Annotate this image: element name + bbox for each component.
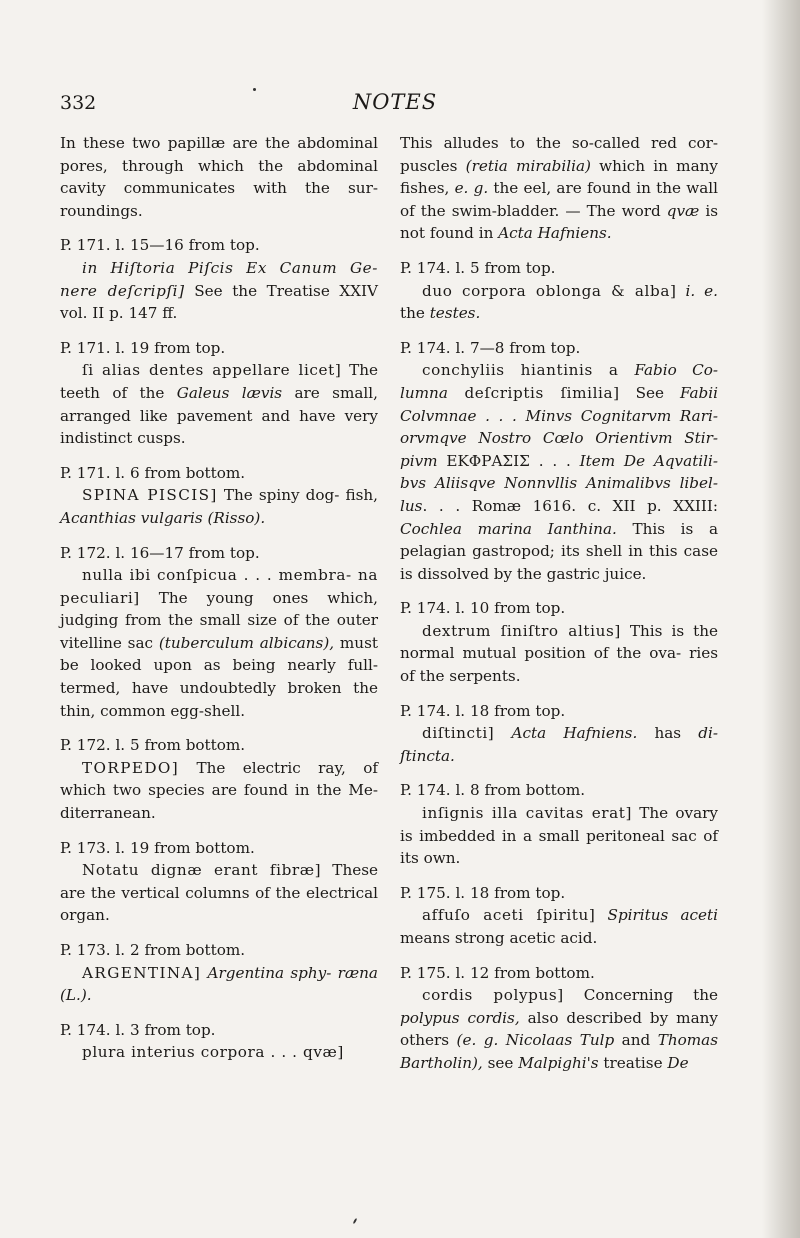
note-text: SPINA PISCIS] The spiny dog‑ fish, Acanthias vulgaris (Risso).	[60, 486, 378, 527]
note-text: cordis polypus] Concerning the polypus cordis, also described by many others (e. g. Nicolaas Tulp and Thomas Bartholin), see Malpighi's treatise De	[400, 986, 719, 1072]
page-reference: P. 173. l. 2 from bottom.	[60, 941, 246, 959]
note-text: TORPEDO] The electric ray, of which two species are found in the Me‑ diterranean.	[60, 758, 378, 823]
note-text: In these two papillæ are the abdominal pores, through which the abdominal cavity communicates with the sur‑ roundings.	[60, 134, 378, 220]
page-reference: P. 173. l. 19 from bottom.	[60, 838, 255, 857]
note-text: duo corpora oblonga & alba] i. e. the testes.	[400, 281, 718, 323]
note-text: diſtincti] Acta Hafniens. has di‑ ſtincta.	[400, 724, 718, 765]
note-text: ſi alias dentes appellare licet] The teeth of the Galeus lævis are small, arranged like pavement and have very indistinct cusps.	[60, 361, 378, 448]
note-text: Notatu dignæ erant fibræ] These are the vertical columns of the electrical organ.	[60, 861, 378, 925]
note-text: affuſo aceti ſpiritu] Spiritus aceti means strong acetic acid.	[400, 906, 718, 947]
page-reference: P. 174. l. 18 from top.	[400, 701, 566, 720]
page-reference: P. 171. l. 19 from top.	[60, 338, 226, 357]
page-header	[60, 90, 730, 120]
page-number: 332	[60, 92, 97, 114]
left-column	[60, 132, 378, 1064]
page-reference: P. 171. l. 15—16 from top.	[60, 236, 260, 255]
page-reference: P. 171. l. 6 from bottom.	[60, 463, 246, 482]
page-reference: P. 172. l. 5 from bottom.	[60, 736, 246, 755]
note-text: dextrum ſiniſtro altius] This is the normal mutual position of the ova‑ ries of the serpents.	[400, 621, 718, 686]
page-reference: P. 174. l. 10 from top.	[400, 599, 566, 618]
page-reference: P. 174. l. 7—8 from top.	[400, 338, 581, 357]
page-reference: P. 174. l. 3 from top.	[60, 1020, 216, 1039]
note-text: nulla ibi conſpicua . . . membra‑ na peculiari] The young ones which, judging from the small size of the outer vitelline sac (tuberculum albicans), must be looked upon as being nearly full‑ termed, have undoubtedly broken the thin, common egg‑shell.	[60, 566, 378, 720]
right-column	[400, 132, 718, 1075]
page-reference: P. 172. l. 16—17 from top.	[60, 543, 260, 562]
note-text: plura interius corpora . . . qvæ]	[82, 1043, 344, 1062]
page-reference: P. 174. l. 8 from bottom.	[400, 781, 586, 800]
page-reference: P. 175. l. 18 from top.	[400, 883, 566, 902]
note-text: in Hiſtoria Piſcis Ex Canum Ge‑ nere deſcripſi] See the Treatise XXIV vol. II p. 147 ff.	[60, 258, 378, 323]
page-reference: P. 175. l. 12 from bottom.	[400, 963, 595, 982]
print-speck	[353, 1218, 358, 1224]
page-reference: P. 174. l. 5 from top.	[400, 258, 556, 277]
note-text: This alludes to the so‑called red cor‑ puscles (retia mirabilia) which in many fishes, e. g. the eel, are found in the wall of the swim‑bladder. — The word qvæ is not found in Acta Hafniens.	[400, 134, 718, 243]
running-title: NOTES	[352, 90, 438, 114]
note-text: inſignis illa cavitas erat] The ovary is imbedded in a small peritoneal sac of its own.	[400, 804, 718, 868]
note-text: conchyliis hiantinis a Fabio Co‑ lumna deſcriptis ſimilia] See Fabii Colvmnae . . . Minvs Cognitarvm Rari‑ orvmqve Nostro Cœlo Orientivm Stir‑ pivm ΕΚΦΡΑΣΙΣ . . . Item De Aqvatili‑ bvs Aliisqve Nonnvllis Animalibvs libel‑ lus. . . Romæ 1616. c. XII p. XXIII: Cochlea marina Ianthina. This is a pelagian gastropod; its shell in this case is dissolved by the gastric juice.	[400, 361, 718, 583]
note-text: ARGENTINA] Argentina sphy‑ ræna (L.).	[60, 963, 378, 1005]
